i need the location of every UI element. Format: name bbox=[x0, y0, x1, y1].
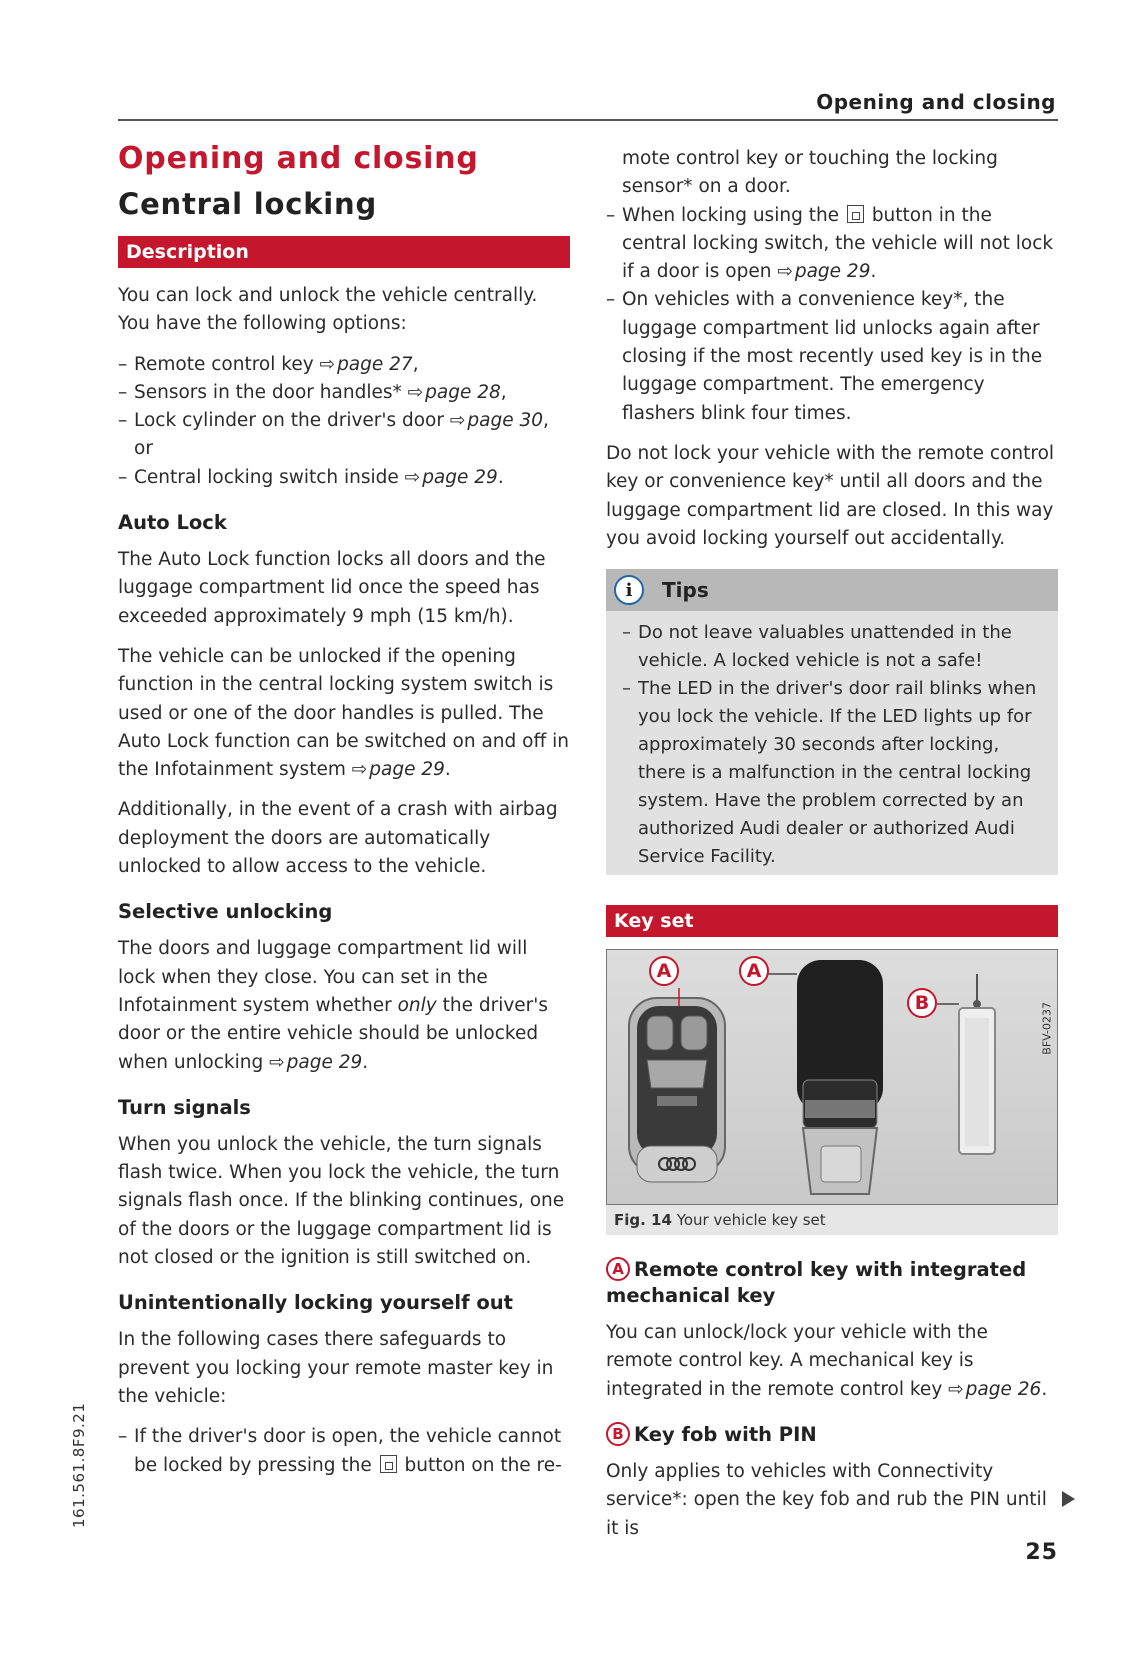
safeguards-list-continued bbox=[606, 202, 1058, 428]
key-b-heading: B Key fob with PIN bbox=[606, 1422, 1058, 1448]
caption-label: Fig. 14 bbox=[614, 1211, 672, 1230]
unintentional-lock-paragraph: In the following cases there safeguards to prevent you locking your remote master key in the vehicle: bbox=[118, 1329, 554, 1407]
page-reference-link[interactable]: ⇨ page 29 bbox=[352, 759, 445, 780]
tips-box bbox=[606, 569, 1058, 875]
turn-signals-heading: Turn signals bbox=[118, 1095, 251, 1119]
list-item: – Lock cylinder on the driver's door ⇨ page 30, or bbox=[118, 407, 570, 464]
list-item: – The LED in the driver's door rail blinks when you lock the vehicle. If the LED lights up for approximately 30 seconds after locking, there is a malfunction in the central locking system. Have the problem corrected by an authorized Audi dealer or authorized Audi Service Facility. bbox=[622, 675, 1046, 871]
list-item: – Remote control key ⇨ page 27, bbox=[118, 351, 570, 379]
list-item: – Do not leave valuables unattended in the vehicle. A locked vehicle is not a safe! bbox=[622, 619, 1046, 675]
figure-code: BFV-0237 bbox=[1041, 1002, 1054, 1055]
mechanical-key-icon bbox=[797, 960, 883, 1194]
right-column bbox=[606, 145, 1058, 1555]
caption-text: Your vehicle key set bbox=[676, 1211, 826, 1230]
callout-a-icon: A bbox=[606, 1257, 630, 1281]
description-bar: Description bbox=[118, 236, 570, 268]
page-reference-link[interactable]: ⇨ page 29 bbox=[269, 1052, 362, 1073]
continue-arrow-icon bbox=[1062, 1491, 1075, 1507]
page-reference-link[interactable]: ⇨ page 26 bbox=[948, 1379, 1041, 1400]
page-reference-link[interactable]: ⇨ page 28 bbox=[408, 382, 501, 403]
key-set-bar: Key set bbox=[606, 905, 1058, 937]
options-list bbox=[118, 351, 570, 492]
tips-list bbox=[606, 611, 1058, 875]
running-header bbox=[118, 88, 1058, 121]
safeguards-list bbox=[118, 1423, 570, 1480]
continued-text: mote control key or touching the locking sensor* on a door. bbox=[622, 148, 998, 198]
page-reference-link[interactable]: ⇨ page 29 bbox=[777, 261, 870, 282]
page-reference-link[interactable]: ⇨ page 27 bbox=[320, 354, 413, 375]
list-item: – When locking using the button in the central locking switch, the vehicle will not lock if a door is open ⇨ page 29. bbox=[606, 202, 1058, 287]
running-header-title: Opening and closing bbox=[816, 90, 1056, 114]
side-document-code: 161.561.8F9.21 bbox=[70, 1402, 88, 1528]
key-a-heading: A Remote control key with integrated mechanical key bbox=[606, 1258, 1027, 1308]
remote-key-icon bbox=[629, 998, 725, 1182]
lock-button-icon bbox=[847, 205, 864, 223]
list-item: – If the driver's door is open, the vehicle cannot be locked by pressing the button on the re- bbox=[118, 1423, 570, 1480]
turn-signals-paragraph: When you unlock the vehicle, the turn signals flash twice. When you lock the vehicle, the turn signals flash once. If the blinking continues, one of the doors or the luggage compartment lid is not closed or the ignition is still switched on. bbox=[118, 1133, 565, 1269]
callout-a-marker: A bbox=[649, 956, 679, 986]
warning-paragraph: Do not lock your vehicle with the remote control key or convenience key* until all doors and the luggage compartment lid are closed. In this way you avoid locking yourself out accidentally. bbox=[606, 442, 1055, 549]
unintentional-lock-heading: Unintentionally locking yourself out bbox=[118, 1291, 513, 1315]
page-reference-link[interactable]: ⇨ page 29 bbox=[405, 467, 498, 488]
info-icon: i bbox=[614, 575, 644, 605]
section-title: Central locking bbox=[118, 187, 378, 221]
figure-caption bbox=[606, 1205, 1058, 1235]
intro-paragraph: You can lock and unlock the vehicle centrally. You have the following options: bbox=[118, 285, 538, 335]
auto-lock-paragraph-3: Additionally, in the event of a crash with airbag deployment the doors are automatically unlocked to allow access to the vehicle. bbox=[118, 799, 558, 878]
list-item: – On vehicles with a convenience key*, the luggage compartment lid unlocks again after closing if the most recently used key is in the luggage compartment. The emergency flashers blink four times. bbox=[606, 286, 1058, 427]
left-column bbox=[118, 140, 570, 1492]
auto-lock-heading: Auto Lock bbox=[118, 511, 227, 535]
callout-b-marker: B bbox=[907, 988, 937, 1018]
callout-a-marker: A bbox=[739, 956, 769, 986]
callout-b-icon: B bbox=[606, 1422, 630, 1446]
list-item: – Central locking switch inside ⇨ page 29. bbox=[118, 464, 570, 492]
auto-lock-paragraph-2: The vehicle can be unlocked if the opening function in the central locking system switch is used or one of the door handles is pulled. The Auto Lock function can be switched on and off in the Infotainment system ⇨ page 29. bbox=[118, 643, 570, 784]
key-set-figure bbox=[606, 949, 1058, 1205]
selective-unlocking-paragraph: The doors and luggage compartment lid will lock when they close. You can set in the Infotainment system whether only the driver's door or the entire vehicle should be unlocked when unlocking ⇨ page 29. bbox=[118, 935, 570, 1076]
selective-unlocking-heading: Selective unlocking bbox=[118, 900, 333, 924]
tips-title: Tips bbox=[662, 578, 709, 603]
tips-header bbox=[606, 569, 1058, 611]
key-a-paragraph: You can unlock/lock your vehicle with the remote control key. A mechanical key is integrated in the remote control key ⇨ page 26. bbox=[606, 1319, 1058, 1404]
page-reference-link[interactable]: ⇨ page 30 bbox=[450, 410, 543, 431]
key-fob-icon bbox=[959, 974, 995, 1154]
list-item: – Sensors in the door handles* ⇨ page 28, bbox=[118, 379, 570, 407]
auto-lock-paragraph-1: The Auto Lock function locks all doors and the luggage compartment lid once the speed has exceeded approximately 9 mph (15 km/h). bbox=[118, 549, 546, 627]
key-b-paragraph: Only applies to vehicles with Connectivity service*: open the key fob and rub the PIN until it is bbox=[606, 1461, 1047, 1539]
page-number: 25 bbox=[1025, 1540, 1058, 1565]
key-set-illustration bbox=[607, 950, 1058, 1205]
lock-button-icon bbox=[380, 1455, 397, 1473]
chapter-title: Opening and closing bbox=[118, 141, 479, 176]
